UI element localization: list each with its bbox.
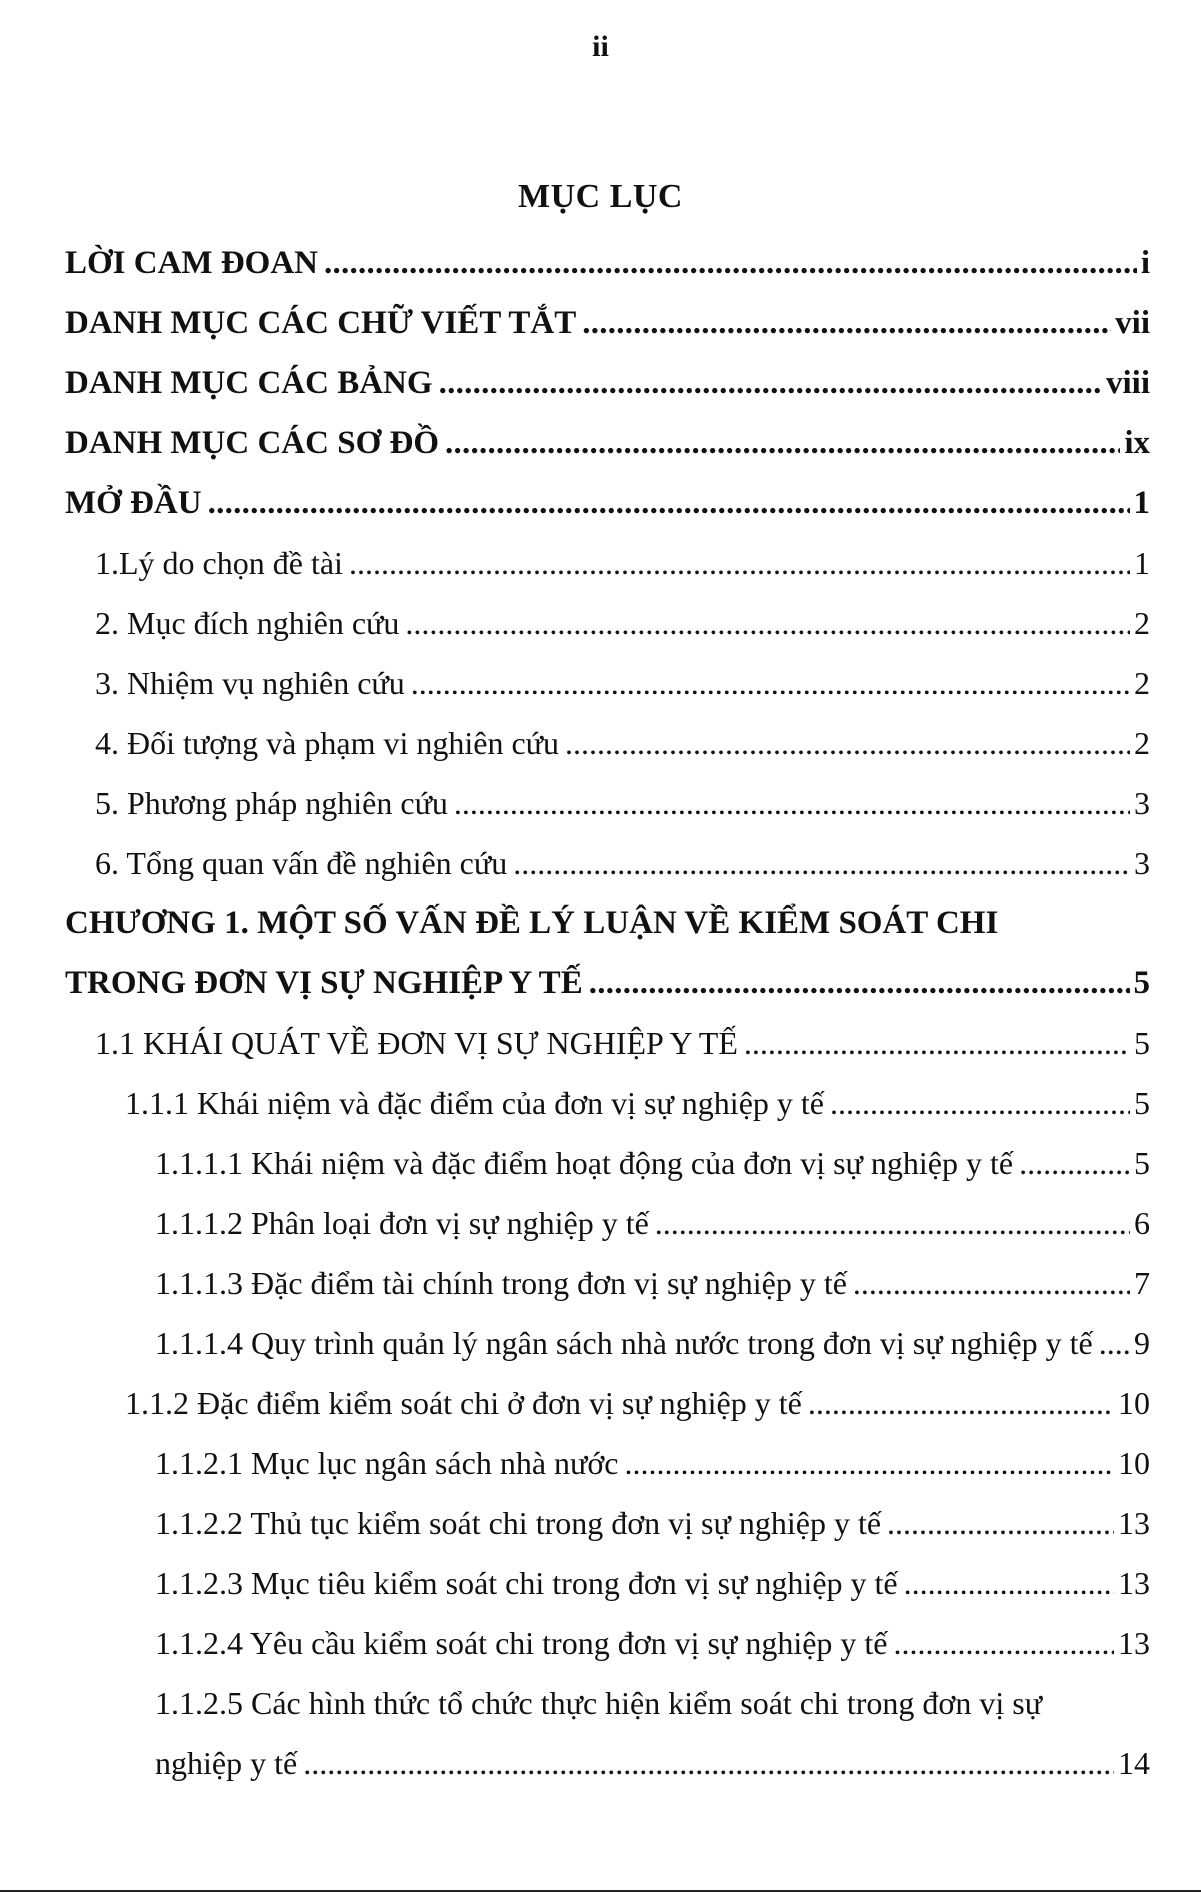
toc-entry[interactable] (95, 598, 1150, 648)
dot-leader (439, 358, 1102, 408)
dot-leader (904, 1558, 1114, 1608)
dot-leader (1099, 1318, 1130, 1368)
toc-entry[interactable] (95, 778, 1150, 828)
toc-entry-page: 7 (1134, 1265, 1150, 1301)
toc-entry[interactable] (65, 478, 1150, 528)
toc-entry-title: DANH MỤC CÁC SƠ ĐỒ (65, 425, 439, 461)
dot-leader (445, 418, 1120, 468)
toc-entry-page: ix (1124, 425, 1150, 461)
toc-entry-page: 5 (1134, 1145, 1150, 1181)
toc-entry[interactable] (155, 1558, 1150, 1608)
toc-entry[interactable] (95, 838, 1150, 888)
toc-entry[interactable] (155, 1738, 1150, 1788)
toc-entry-page: 10 (1118, 1385, 1150, 1421)
toc-entry[interactable] (155, 1618, 1150, 1668)
toc-entry[interactable] (155, 1198, 1150, 1248)
toc-entry-title: 1.1.2 Đặc điểm kiểm soát chi ở đơn vị sự nghiệp y tế (125, 1385, 802, 1421)
toc-entry-page: 1 (1134, 545, 1150, 581)
toc-entry-title: TRONG ĐƠN VỊ SỰ NGHIỆP Y TẾ (65, 965, 583, 1001)
toc-entry-page: 5 (1134, 1025, 1150, 1061)
toc-entry-title: 5. Phương pháp nghiên cứu (95, 785, 448, 821)
dot-leader (513, 838, 1130, 888)
toc-entry-page: 3 (1134, 785, 1150, 821)
toc-entry-page: 5 (1134, 1085, 1150, 1121)
toc-entry-page: 2 (1134, 665, 1150, 701)
toc-entry-page: viii (1105, 365, 1150, 401)
dot-leader (830, 1078, 1130, 1128)
toc-entry-title: CHƯƠNG 1. MỘT SỐ VẤN ĐỀ LÝ LUẬN VỀ KIỂM SOÁT CHI (65, 905, 999, 941)
toc-title: MỤC LỤC (518, 178, 683, 215)
toc-entry-page: i (1140, 245, 1150, 281)
toc-entry-title: 1.1.2.4 Yêu cầu kiểm soát chi trong đơn vị sự nghiệp y tế (155, 1625, 888, 1661)
toc-entry-title: 1.1.1.1 Khái niệm và đặc điểm hoạt động của đơn vị sự nghiệp y tế (155, 1145, 1014, 1181)
dot-leader (324, 238, 1137, 288)
toc-entry[interactable] (65, 958, 1150, 1008)
toc-entry-title: 1.1.2.2 Thủ tục kiểm soát chi trong đơn vị sự nghiệp y tế (155, 1505, 882, 1541)
toc-entry[interactable] (95, 1018, 1150, 1068)
page-number: ii (592, 30, 609, 63)
toc-entry[interactable] (65, 358, 1150, 408)
toc-entry[interactable] (155, 1438, 1150, 1488)
toc-entry[interactable] (65, 898, 1150, 948)
toc-entry-title: MỞ ĐẦU (65, 485, 202, 521)
toc-entry[interactable] (155, 1258, 1150, 1308)
toc-entry-page: vii (1115, 305, 1150, 341)
toc-entry-page: 9 (1134, 1325, 1150, 1361)
toc-entry-page: 13 (1118, 1505, 1150, 1541)
dot-leader (454, 778, 1130, 828)
toc-entry[interactable] (125, 1078, 1150, 1128)
toc-entry-title: 2. Mục đích nghiên cứu (95, 605, 400, 641)
toc-entry-title: 1.1.1.4 Quy trình quản lý ngân sách nhà nước trong đơn vị sự nghiệp y tế (155, 1325, 1093, 1361)
toc-entry-page: 5 (1133, 965, 1150, 1001)
toc-entry-page: 2 (1134, 725, 1150, 761)
dot-leader (303, 1738, 1114, 1788)
dot-leader (405, 598, 1130, 648)
toc-entry[interactable] (95, 538, 1150, 588)
toc-entry-title: 1.1.1.3 Đặc điểm tài chính trong đơn vị sự nghiệp y tế (155, 1265, 847, 1301)
toc-entry[interactable] (125, 1378, 1150, 1428)
toc-entry[interactable] (155, 1498, 1150, 1548)
toc-entry[interactable] (155, 1318, 1150, 1368)
bottom-border (0, 1890, 1201, 1892)
toc-entry-title: 1.1.1.2 Phân loại đơn vị sự nghiệp y tế (155, 1205, 649, 1241)
toc-entry[interactable] (65, 238, 1150, 288)
toc-entry-page: 13 (1118, 1565, 1150, 1601)
toc-entry[interactable] (95, 658, 1150, 708)
dot-leader (411, 658, 1130, 708)
toc-entry-page: 10 (1118, 1445, 1150, 1481)
toc-entry[interactable] (65, 418, 1150, 468)
dot-leader (744, 1018, 1130, 1068)
toc-entry-title: 6. Tổng quan vấn đề nghiên cứu (95, 845, 508, 881)
toc-entry-page: 6 (1134, 1205, 1150, 1241)
toc-entry-title: 1.1.2.1 Mục lục ngân sách nhà nước (155, 1445, 619, 1481)
dot-leader (887, 1498, 1114, 1548)
toc-entry-title: 1.1.1 Khái niệm và đặc điểm của đơn vị sự nghiệp y tế (125, 1085, 824, 1121)
toc-entry[interactable] (95, 718, 1150, 768)
toc-entry-title: LỜI CAM ĐOAN (65, 245, 318, 281)
toc-entry-title: 1.1.2.3 Mục tiêu kiểm soát chi trong đơn vị sự nghiệp y tế (155, 1565, 898, 1601)
toc-entry-title: DANH MỤC CÁC BẢNG (65, 365, 433, 401)
toc-entry-page: 14 (1118, 1745, 1150, 1781)
toc-entry[interactable] (65, 298, 1150, 348)
toc-entry-title: DANH MỤC CÁC CHỮ VIẾT TẮT (65, 305, 577, 341)
toc-entry-page: 2 (1134, 605, 1150, 641)
dot-leader (624, 1438, 1114, 1488)
dot-leader (565, 718, 1130, 768)
toc-entry-title: 1.Lý do chọn đề tài (95, 545, 343, 581)
dot-leader (349, 538, 1130, 588)
toc-entry-page: 1 (1133, 485, 1150, 521)
dot-leader (655, 1198, 1130, 1248)
dot-leader (894, 1618, 1115, 1668)
toc-entry-page: 3 (1134, 845, 1150, 881)
toc-entry-page: 13 (1118, 1625, 1150, 1661)
toc-entry[interactable] (155, 1138, 1150, 1188)
dot-leader (589, 958, 1130, 1008)
dot-leader (808, 1378, 1114, 1428)
dot-leader (582, 298, 1111, 348)
toc-entry-title: 1.1.2.5 Các hình thức tổ chức thực hiện kiểm soát chi trong đơn vị sự (155, 1685, 1043, 1721)
toc-entry-title: 1.1 KHÁI QUÁT VỀ ĐƠN VỊ SỰ NGHIỆP Y TẾ (95, 1025, 738, 1061)
toc-entry[interactable] (155, 1678, 1150, 1728)
toc-entry-title: 4. Đối tượng và phạm vi nghiên cứu (95, 725, 559, 761)
dot-leader (853, 1258, 1130, 1308)
toc-entry-title: 3. Nhiệm vụ nghiên cứu (95, 665, 405, 701)
dot-leader (208, 478, 1130, 528)
dot-leader (1019, 1138, 1130, 1188)
toc-entry-title: nghiệp y tế (155, 1745, 298, 1781)
